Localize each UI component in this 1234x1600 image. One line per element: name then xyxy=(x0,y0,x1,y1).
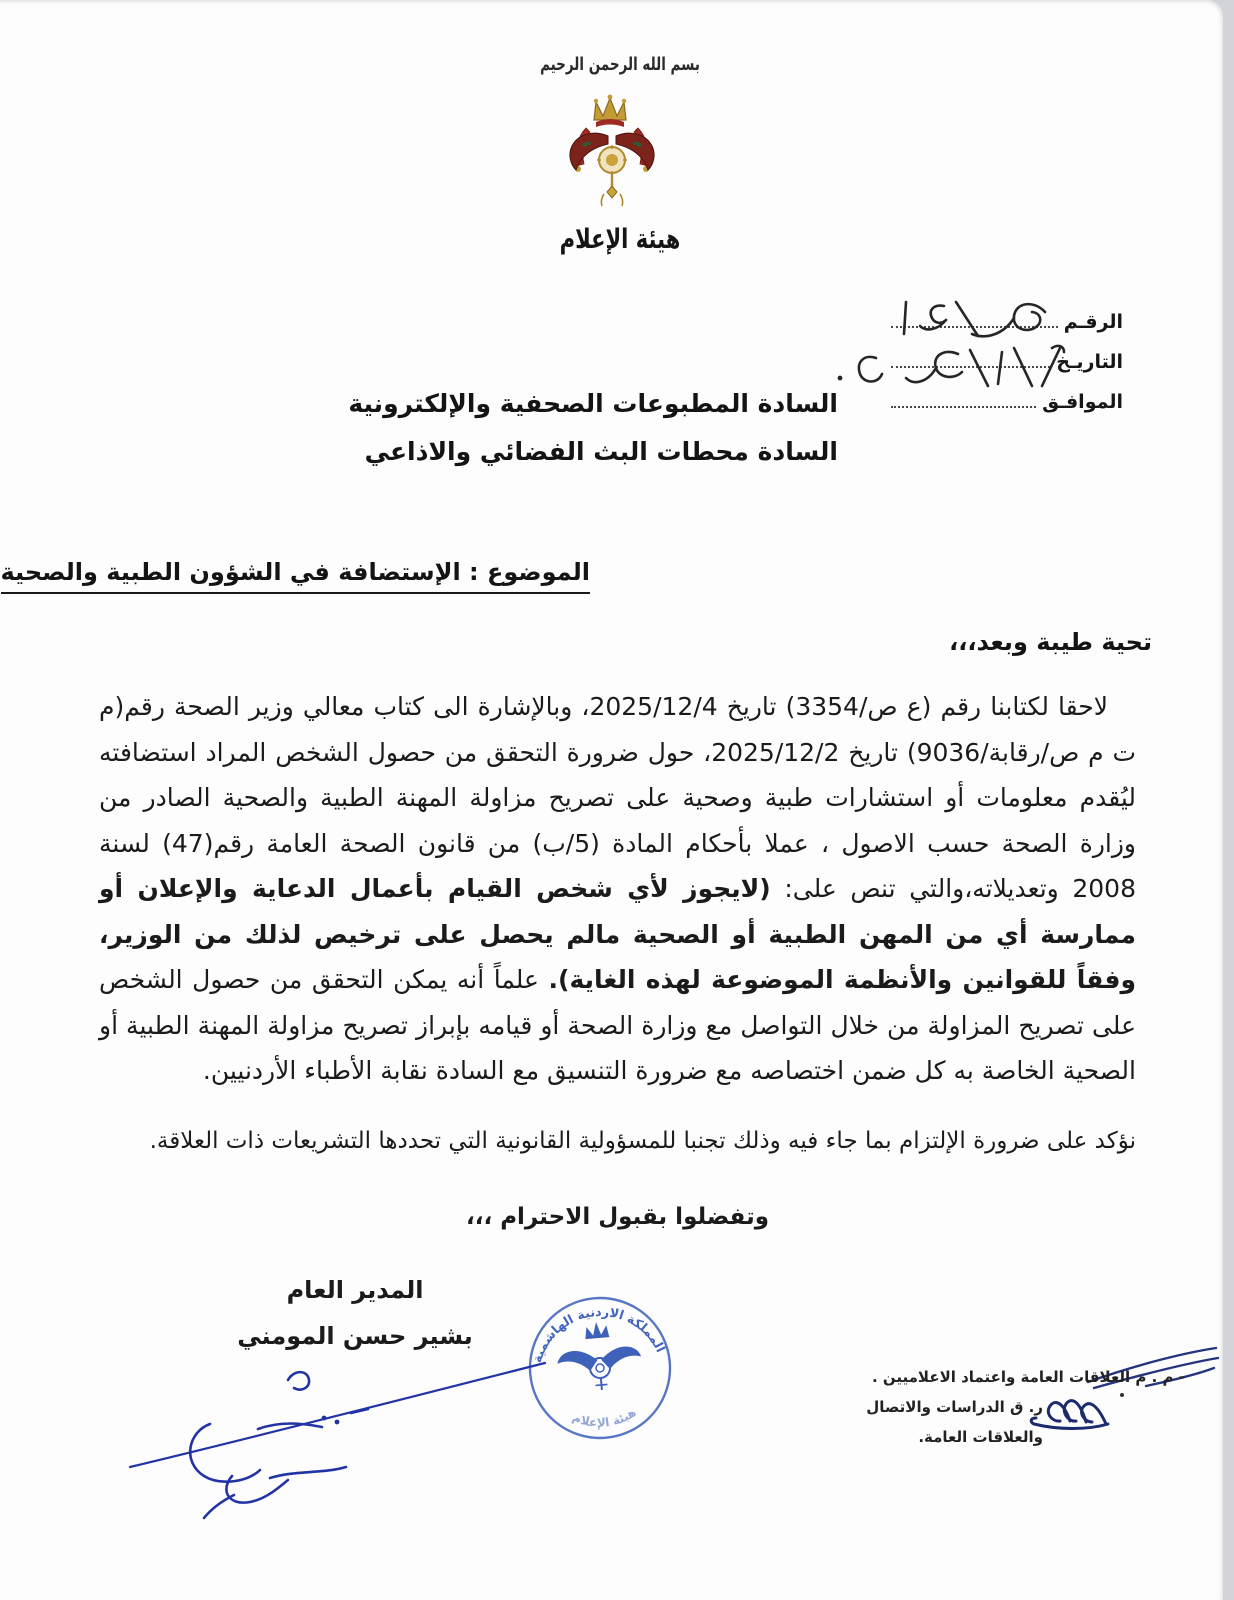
footnote-line-1: - م . م العلاقات العامة واعتماد الاعلاميين . xyxy=(871,1368,1185,1386)
ref-date-label: التاريـخ xyxy=(1056,351,1123,373)
director-handwritten-signature xyxy=(108,1328,578,1568)
footnotes-block xyxy=(825,1362,1185,1452)
subject-line: الموضوع : الإستضافة في الشؤون الطبية والصحية xyxy=(1,558,591,594)
body-p1-bold-quote: (لايجوز لأي شخص القيام بأعمال الدعاية والإعلان أو ممارسة أي من المهن الطبية أو الصحية مالم يحصل على ترخيص لذلك من الوزير، وفقاً للقوانين والأنظمة الموضوعة لهذه الغاية). xyxy=(99,874,1136,994)
authority-name-calligraphy: هيئة الإعلام xyxy=(559,224,681,255)
greeting-line: تحية طيبة وبعد،،، xyxy=(949,628,1152,656)
stamp-ring-text-top: المملكة الاردنية الهاشمية xyxy=(528,1303,669,1365)
svg-text:هيئة الإعلام xyxy=(569,1405,639,1433)
stamp-ring-text-bottom: هيئة الإعلام xyxy=(570,1405,639,1430)
signatory-name: بشير حسن المومني xyxy=(237,1321,473,1350)
addressees-block xyxy=(348,380,838,476)
handwritten-ref-number-and-date xyxy=(820,292,1160,392)
ref-number-label: الرقـم xyxy=(1063,311,1123,333)
body-p1-text-1: لاحقا لكتابنا رقم (ع ص/3354) تاريخ 2025/12/4، وبالإشارة الى كتاب معالي وزير الصحة رقم(م ت م ص/رقابة/9036) تاريخ 2025/12/2، حول ضرورة التحقق من حصول الشخص المراد استضافته ليُقدم معلومات أو استشارات طبية وصحية على تصريح مزاولة المهنة الطبية والصحية الصادر من وزارة الصحة حسب الاصول ، عملا بأحكام المادة (5/ب) من قانون الصحة العامة رقم(47) لسنة 2008 وتعديلاته،والتي تنص على: xyxy=(99,692,1137,903)
body-paragraph-1 xyxy=(99,684,1136,1094)
bismillah-calligraphy: بسم الله الرحمن الرحيم xyxy=(540,54,700,75)
body-paragraph-2: نؤكد على ضرورة الإلتزام بما جاء فيه وذلك تجنبا للمسؤولية القانونية التي تحددها التشريعات ذات العلاقة. xyxy=(149,1127,1136,1154)
jordan-coat-of-arms-icon xyxy=(550,86,674,224)
addressee-line-1: السادة المطبوعات الصحفية والإلكترونية xyxy=(348,389,838,418)
letter-body-column xyxy=(99,684,1136,1352)
ref-matching-label: الموافـق xyxy=(1042,391,1123,413)
closing-salutation: وتفضلوا بقبول الاحترام ،،، xyxy=(465,1203,770,1230)
addressee-line-2: السادة محطات البث الفضائي والاذاعي xyxy=(364,437,838,466)
footnote-line-2: ر. ق الدراسات والاتصال والعلاقات العامة. xyxy=(866,1398,1043,1446)
body-p1-text-2: علماً أنه يمكن التحقق من حصول الشخص على تصريح المزاولة من خلال التواصل مع وزارة الصحة أو قيامه بإبراز تصريح مزاولة المهنة الطبية أو الصحية الخاصة به كل ضمن اختصاصه مع ضرورة التنسيق مع السادة نقابة الأطباء الأردنيين. xyxy=(99,965,1136,1085)
signatory-title: المدير العام xyxy=(286,1275,424,1304)
